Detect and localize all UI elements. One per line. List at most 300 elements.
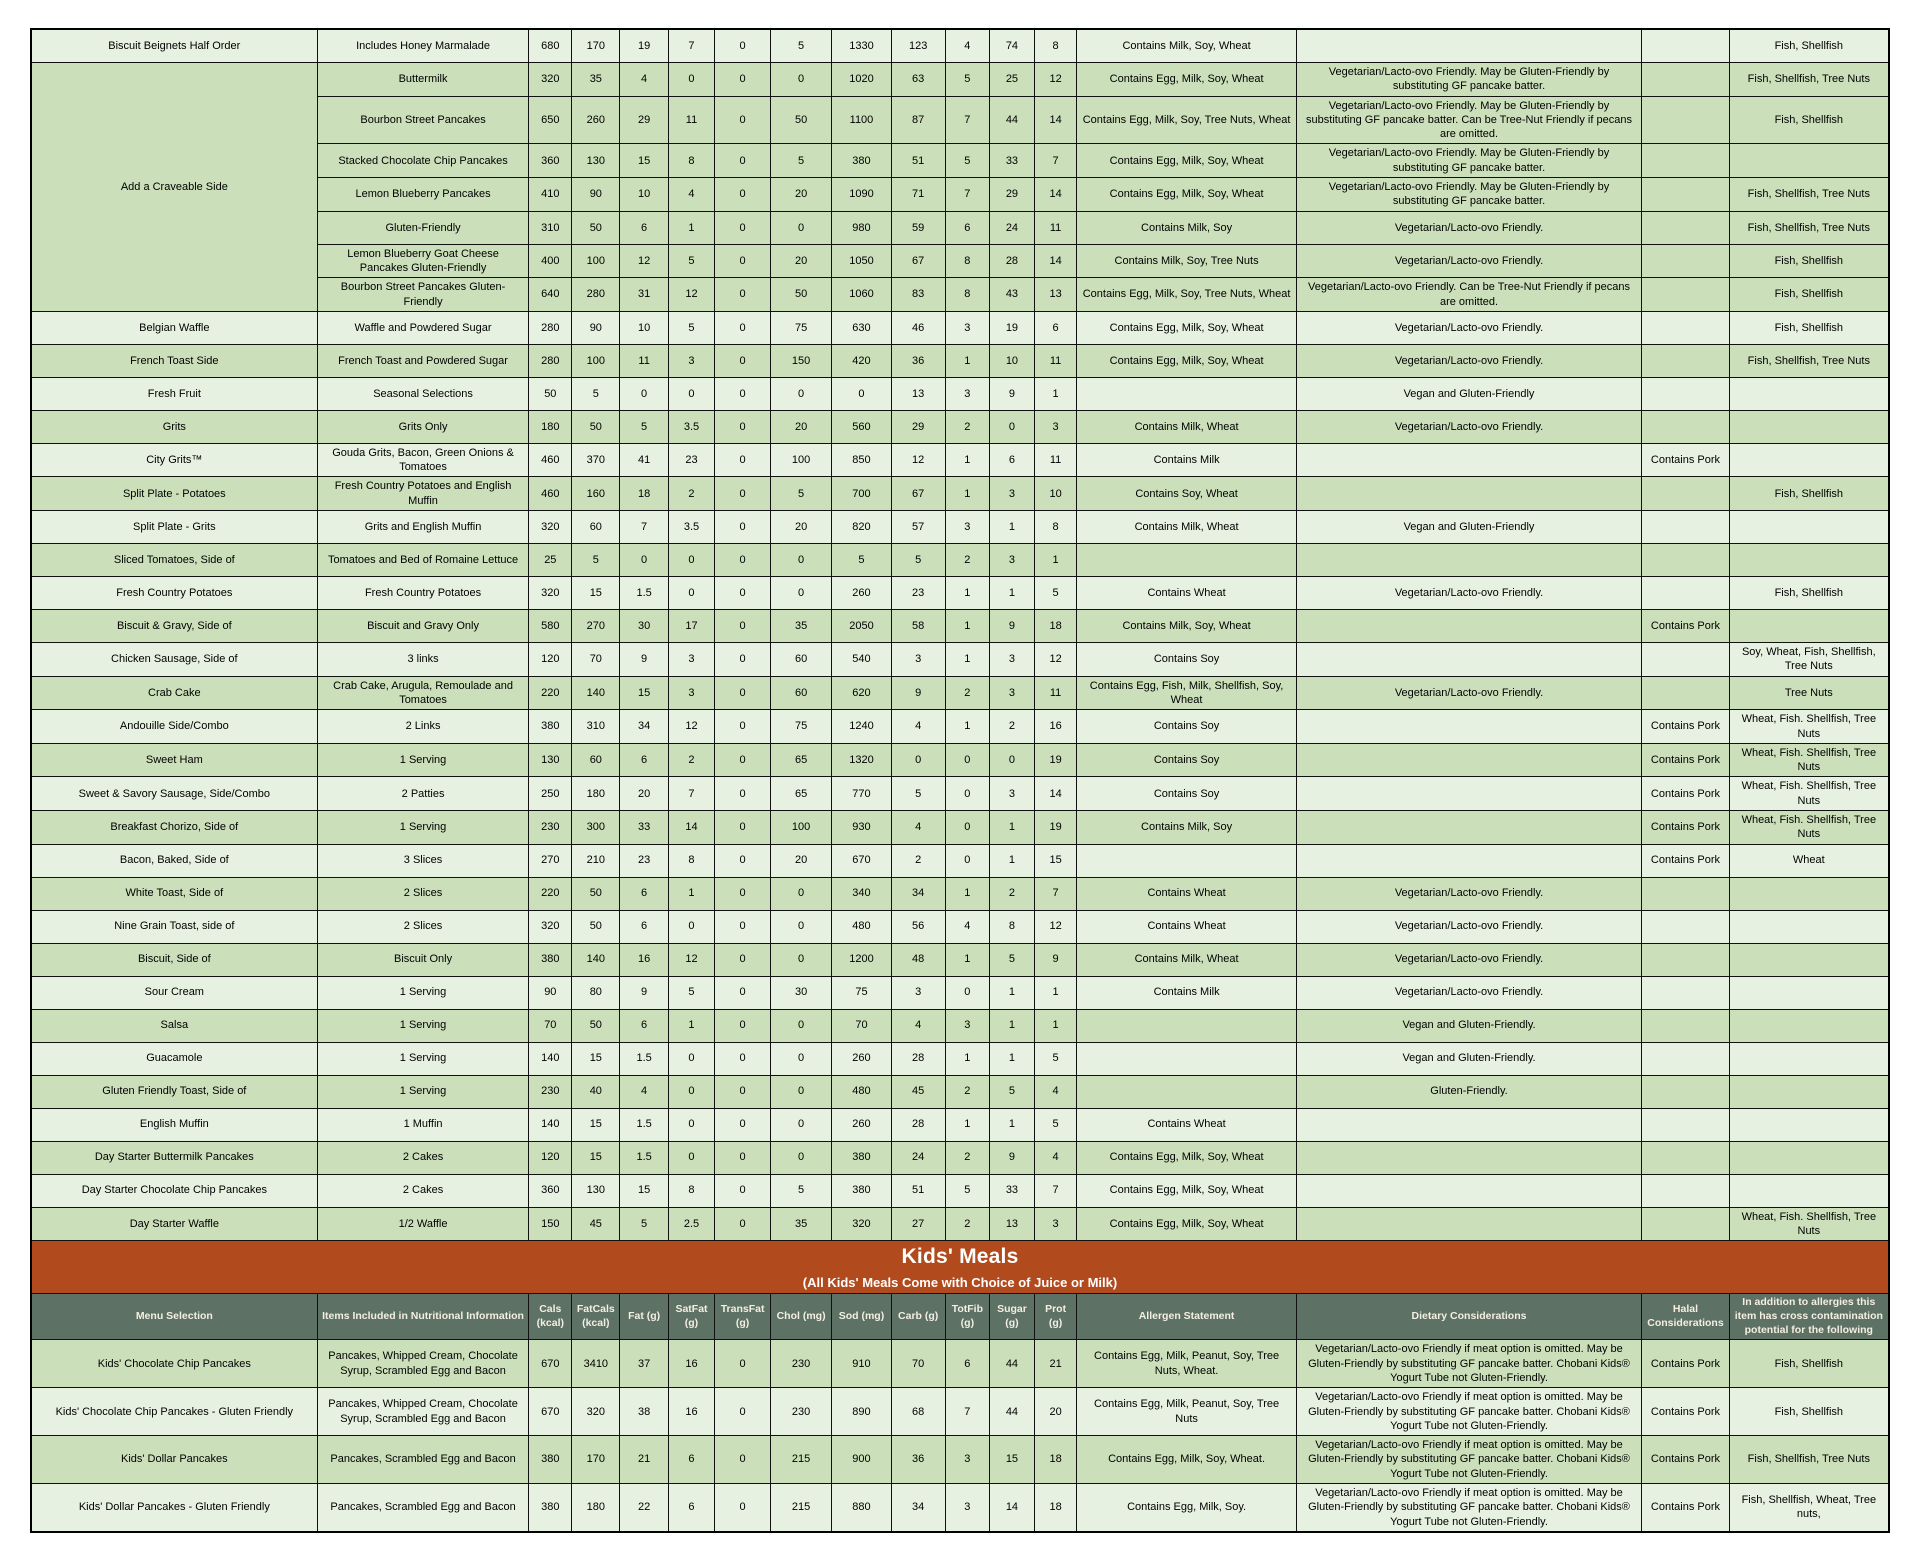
cell-fatcals: 320: [572, 1388, 620, 1436]
cell-carb: 12: [891, 443, 945, 477]
cell-totfib: 5: [945, 144, 990, 178]
cell-sod: 0: [832, 377, 891, 410]
cell-fatcals: 210: [572, 844, 620, 877]
cell-sugar: 3: [990, 777, 1035, 811]
kids-meals-banner: [31, 1241, 1889, 1294]
cell-sod: 910: [832, 1340, 891, 1388]
cell-transfat: 0: [715, 1483, 771, 1531]
cell-chol: 100: [770, 811, 831, 845]
cell-sod: 540: [832, 643, 891, 677]
cell-fatcals: 45: [572, 1207, 620, 1241]
cell-sod: 2050: [832, 610, 891, 643]
cell-prot: 3: [1034, 1207, 1077, 1241]
cell-prot: 14: [1034, 178, 1077, 212]
cell-prot: 18: [1034, 610, 1077, 643]
cell-transfat: 0: [715, 676, 771, 710]
cell-sugar: 1: [990, 511, 1035, 544]
cell-items: Biscuit Only: [317, 943, 529, 976]
cell-chol: 30: [770, 976, 831, 1009]
kids-table-row: [31, 1436, 1889, 1484]
cell-prot: 5: [1034, 1108, 1077, 1141]
cell-fat: 0: [620, 544, 668, 577]
cell-sod: 1320: [832, 743, 891, 777]
cell-transfat: 0: [715, 877, 771, 910]
cell-transfat: 0: [715, 1108, 771, 1141]
cell-cals: 380: [529, 710, 572, 744]
cell-sugar: 33: [990, 1174, 1035, 1207]
cell-satfat: 8: [668, 144, 714, 178]
cell-sugar: 9: [990, 610, 1035, 643]
cell-carb: 71: [891, 178, 945, 212]
cell-items: Grits Only: [317, 410, 529, 443]
cell-chol: 0: [770, 211, 831, 244]
cell-fatcals: 180: [572, 1483, 620, 1531]
cell-cals: 310: [529, 211, 572, 244]
cell-cross: Fish, Shellfish: [1729, 278, 1889, 312]
cell-cals: 230: [529, 1075, 572, 1108]
column-header-12: Sugar (g): [990, 1294, 1035, 1340]
cell-fatcals: 5: [572, 377, 620, 410]
cell-fat: 33: [620, 811, 668, 845]
cell-allergen: Contains Milk, Wheat: [1077, 511, 1296, 544]
cell-cross: Tree Nuts: [1729, 676, 1889, 710]
cell-transfat: 0: [715, 344, 771, 377]
cell-dietary: [1296, 1141, 1642, 1174]
table-row: [31, 1042, 1889, 1075]
cell-menu: Biscuit & Gravy, Side of: [31, 610, 317, 643]
cell-halal: [1642, 477, 1729, 511]
cell-chol: 65: [770, 777, 831, 811]
cell-dietary: [1296, 1108, 1642, 1141]
cell-transfat: 0: [715, 811, 771, 845]
cell-satfat: 0: [668, 63, 714, 97]
cell-transfat: 0: [715, 777, 771, 811]
cell-totfib: 5: [945, 1174, 990, 1207]
cell-fat: 41: [620, 443, 668, 477]
cell-satfat: 1: [668, 211, 714, 244]
table-body: [31, 29, 1889, 1532]
cell-chol: 60: [770, 676, 831, 710]
cell-items: Fresh Country Potatoes: [317, 577, 529, 610]
cell-halal: Contains Pork: [1642, 1436, 1729, 1484]
cell-allergen: Contains Wheat: [1077, 910, 1296, 943]
cell-items: Bourbon Street Pancakes Gluten-Friendly: [317, 278, 529, 312]
cell-menu: Fresh Country Potatoes: [31, 577, 317, 610]
cell-sod: 340: [832, 877, 891, 910]
cell-dietary: Vegetarian/Lacto-ovo Friendly. May be Gluten-Friendly by substituting GF pancake batter. Can be Tree-Nut Friendly if pecans are omitted.: [1296, 96, 1642, 144]
cell-totfib: 2: [945, 1141, 990, 1174]
table-row: [31, 710, 1889, 744]
cell-chol: 0: [770, 877, 831, 910]
cell-sod: 620: [832, 676, 891, 710]
cell-dietary: Vegetarian/Lacto-ovo Friendly.: [1296, 976, 1642, 1009]
cell-prot: 7: [1034, 144, 1077, 178]
cell-prot: 19: [1034, 743, 1077, 777]
cell-cals: 270: [529, 844, 572, 877]
cell-allergen: Contains Egg, Milk, Soy.: [1077, 1483, 1296, 1531]
cell-sugar: 19: [990, 311, 1035, 344]
cell-chol: 20: [770, 511, 831, 544]
cell-halal: [1642, 410, 1729, 443]
cell-halal: [1642, 676, 1729, 710]
cell-fatcals: 280: [572, 278, 620, 312]
cell-prot: 19: [1034, 811, 1077, 845]
cell-menu: Andouille Side/Combo: [31, 710, 317, 744]
cell-fatcals: 50: [572, 211, 620, 244]
cell-dietary: Vegetarian/Lacto-ovo Friendly.: [1296, 211, 1642, 244]
cell-carb: 51: [891, 1174, 945, 1207]
cell-allergen: Contains Milk, Wheat: [1077, 410, 1296, 443]
cell-allergen: Contains Egg, Milk, Peanut, Soy, Tree Nuts, Wheat.: [1077, 1340, 1296, 1388]
cell-sugar: 0: [990, 743, 1035, 777]
cell-halal: Contains Pork: [1642, 1388, 1729, 1436]
cell-chol: 230: [770, 1388, 831, 1436]
cell-sugar: 6: [990, 443, 1035, 477]
cell-prot: 12: [1034, 63, 1077, 97]
cell-dietary: Vegan and Gluten-Friendly.: [1296, 1042, 1642, 1075]
cell-chol: 35: [770, 610, 831, 643]
cell-chol: 0: [770, 1075, 831, 1108]
cell-cals: 120: [529, 1141, 572, 1174]
cell-sugar: 9: [990, 377, 1035, 410]
cell-prot: 20: [1034, 1388, 1077, 1436]
table-row: [31, 976, 1889, 1009]
cell-sod: 700: [832, 477, 891, 511]
cell-fat: 15: [620, 144, 668, 178]
cell-cross: [1729, 610, 1889, 643]
cell-prot: 15: [1034, 844, 1077, 877]
table-row: [31, 410, 1889, 443]
cell-transfat: 0: [715, 63, 771, 97]
cell-transfat: 0: [715, 278, 771, 312]
cell-sod: 1060: [832, 278, 891, 312]
cell-sod: 380: [832, 1141, 891, 1174]
cell-fat: 34: [620, 710, 668, 744]
cell-allergen: Contains Wheat: [1077, 877, 1296, 910]
kids-table-row: [31, 1483, 1889, 1531]
cell-halal: [1642, 278, 1729, 312]
cell-carb: 51: [891, 144, 945, 178]
cell-menu: Biscuit Beignets Half Order: [31, 29, 317, 63]
cell-dietary: [1296, 443, 1642, 477]
cell-satfat: 5: [668, 976, 714, 1009]
cell-sugar: 3: [990, 544, 1035, 577]
cell-dietary: Vegetarian/Lacto-ovo Friendly. May be Gluten-Friendly by substituting GF pancake batter.: [1296, 63, 1642, 97]
cell-satfat: 2: [668, 743, 714, 777]
cell-sugar: 25: [990, 63, 1035, 97]
cell-fatcals: 50: [572, 877, 620, 910]
cell-fat: 12: [620, 244, 668, 278]
cell-totfib: 6: [945, 1340, 990, 1388]
cell-satfat: 0: [668, 1141, 714, 1174]
cell-carb: 5: [891, 777, 945, 811]
cell-sugar: 2: [990, 710, 1035, 744]
cell-halal: Contains Pork: [1642, 710, 1729, 744]
cell-transfat: 0: [715, 29, 771, 63]
cell-fat: 19: [620, 29, 668, 63]
cell-cross: [1729, 976, 1889, 1009]
cell-cals: 380: [529, 1483, 572, 1531]
column-header-11: TotFib (g): [945, 1294, 990, 1340]
cell-chol: 100: [770, 443, 831, 477]
cell-chol: 0: [770, 1042, 831, 1075]
cell-items: 1 Serving: [317, 811, 529, 845]
cell-chol: 150: [770, 344, 831, 377]
cell-items: Fresh Country Potatoes and English Muffin: [317, 477, 529, 511]
cell-sugar: 44: [990, 96, 1035, 144]
cell-sod: 480: [832, 1075, 891, 1108]
cell-satfat: 1: [668, 877, 714, 910]
cell-items: 2 Slices: [317, 877, 529, 910]
cell-satfat: 16: [668, 1388, 714, 1436]
cell-sugar: 13: [990, 1207, 1035, 1241]
cell-fat: 4: [620, 63, 668, 97]
cell-fat: 16: [620, 943, 668, 976]
cell-totfib: 0: [945, 743, 990, 777]
cell-fat: 31: [620, 278, 668, 312]
cell-satfat: 6: [668, 1436, 714, 1484]
cell-items: 2 Slices: [317, 910, 529, 943]
table-row: [31, 910, 1889, 943]
table-row: [31, 676, 1889, 710]
cell-dietary: [1296, 29, 1642, 63]
cell-fat: 18: [620, 477, 668, 511]
cell-carb: 48: [891, 943, 945, 976]
cell-carb: 28: [891, 1042, 945, 1075]
cell-sod: 820: [832, 511, 891, 544]
cell-fatcals: 70: [572, 643, 620, 677]
cell-satfat: 14: [668, 811, 714, 845]
cell-items: 1/2 Waffle: [317, 1207, 529, 1241]
table-row: [31, 1075, 1889, 1108]
cell-totfib: 1: [945, 1042, 990, 1075]
cell-menu: Kids' Dollar Pancakes - Gluten Friendly: [31, 1483, 317, 1531]
cell-sugar: 1: [990, 844, 1035, 877]
cell-prot: 11: [1034, 344, 1077, 377]
cell-dietary: [1296, 811, 1642, 845]
cell-fat: 6: [620, 743, 668, 777]
cell-menu: Kids' Chocolate Chip Pancakes: [31, 1340, 317, 1388]
cell-fatcals: 40: [572, 1075, 620, 1108]
cell-prot: 10: [1034, 477, 1077, 511]
cell-halal: [1642, 1174, 1729, 1207]
cell-fatcals: 90: [572, 311, 620, 344]
cell-cross: Fish, Shellfish: [1729, 96, 1889, 144]
cell-cals: 140: [529, 1042, 572, 1075]
cell-prot: 18: [1034, 1436, 1077, 1484]
cell-allergen: Contains Milk: [1077, 443, 1296, 477]
cell-fat: 15: [620, 676, 668, 710]
cell-fat: 5: [620, 1207, 668, 1241]
cell-fatcals: 140: [572, 943, 620, 976]
cell-chol: 20: [770, 410, 831, 443]
cell-transfat: 0: [715, 1207, 771, 1241]
kids-table-row: [31, 1340, 1889, 1388]
cell-chol: 20: [770, 178, 831, 212]
cell-cals: 70: [529, 1009, 572, 1042]
cell-allergen: [1077, 844, 1296, 877]
column-header-8: Chol (mg): [770, 1294, 831, 1340]
cell-sod: 5: [832, 544, 891, 577]
cell-cross: Fish, Shellfish, Tree Nuts: [1729, 178, 1889, 212]
cell-prot: 8: [1034, 511, 1077, 544]
table-row: [31, 777, 1889, 811]
cell-sugar: 10: [990, 344, 1035, 377]
cell-sod: 260: [832, 1108, 891, 1141]
cell-totfib: 1: [945, 477, 990, 511]
cell-transfat: 0: [715, 1042, 771, 1075]
cell-items: Includes Honey Marmalade: [317, 29, 529, 63]
cell-halal: [1642, 344, 1729, 377]
table-row: [31, 943, 1889, 976]
cell-totfib: 3: [945, 1436, 990, 1484]
table-row: [31, 511, 1889, 544]
cell-fat: 23: [620, 844, 668, 877]
cell-sugar: 0: [990, 410, 1035, 443]
cell-totfib: 2: [945, 410, 990, 443]
cell-fatcals: 170: [572, 29, 620, 63]
column-header-6: SatFat (g): [668, 1294, 714, 1340]
cell-totfib: 1: [945, 710, 990, 744]
cell-carb: 83: [891, 278, 945, 312]
cell-cross: Fish, Shellfish: [1729, 244, 1889, 278]
cell-transfat: 0: [715, 910, 771, 943]
cell-satfat: 0: [668, 377, 714, 410]
cell-cross: [1729, 1174, 1889, 1207]
cell-sod: 70: [832, 1009, 891, 1042]
cell-cals: 400: [529, 244, 572, 278]
cell-fat: 6: [620, 877, 668, 910]
column-header-17: In addition to allergies this item has cross contamination potential for the following: [1729, 1294, 1889, 1340]
cell-cals: 670: [529, 1388, 572, 1436]
kids-table-row: [31, 1388, 1889, 1436]
cell-totfib: 7: [945, 178, 990, 212]
cell-halal: [1642, 144, 1729, 178]
cell-totfib: 1: [945, 877, 990, 910]
cell-cross: Fish, Shellfish: [1729, 311, 1889, 344]
column-header-4: FatCals (kcal): [572, 1294, 620, 1340]
cell-carb: 2: [891, 844, 945, 877]
cell-items: Gluten-Friendly: [317, 211, 529, 244]
cell-totfib: 2: [945, 1207, 990, 1241]
cell-items: 2 Patties: [317, 777, 529, 811]
cell-prot: 16: [1034, 710, 1077, 744]
cell-fat: 9: [620, 643, 668, 677]
cell-dietary: Vegetarian/Lacto-ovo Friendly.: [1296, 910, 1642, 943]
cell-cals: 650: [529, 96, 572, 144]
cell-dietary: Vegetarian/Lacto-ovo Friendly.: [1296, 577, 1642, 610]
cell-cross: Fish, Shellfish: [1729, 577, 1889, 610]
cell-cals: 220: [529, 877, 572, 910]
cell-items: Bourbon Street Pancakes: [317, 96, 529, 144]
cell-totfib: 3: [945, 311, 990, 344]
cell-halal: [1642, 643, 1729, 677]
cell-carb: 4: [891, 710, 945, 744]
cell-fat: 22: [620, 1483, 668, 1531]
cell-sod: 850: [832, 443, 891, 477]
cell-allergen: Contains Milk, Soy, Wheat: [1077, 29, 1296, 63]
cell-items: French Toast and Powdered Sugar: [317, 344, 529, 377]
cell-chol: 5: [770, 477, 831, 511]
table-row: [31, 344, 1889, 377]
cell-satfat: 8: [668, 844, 714, 877]
cell-fat: 1.5: [620, 577, 668, 610]
cell-cals: 320: [529, 511, 572, 544]
cell-sugar: 1: [990, 811, 1035, 845]
cell-chol: 0: [770, 1009, 831, 1042]
cell-menu-group: Add a Craveable Side: [31, 63, 317, 312]
cell-cals: 90: [529, 976, 572, 1009]
cell-chol: 35: [770, 1207, 831, 1241]
cell-dietary: Vegetarian/Lacto-ovo Friendly if meat option is omitted. May be Gluten-Friendly by substituting GF pancake batter. Chobani Kids® Yogurt Tube not Gluten-Friendly.: [1296, 1436, 1642, 1484]
cell-prot: 7: [1034, 1174, 1077, 1207]
cell-cals: 670: [529, 1340, 572, 1388]
cell-menu: Sour Cream: [31, 976, 317, 1009]
cell-cross: [1729, 1141, 1889, 1174]
cell-dietary: Vegan and Gluten-Friendly: [1296, 511, 1642, 544]
cell-sugar: 15: [990, 1436, 1035, 1484]
cell-satfat: 0: [668, 1042, 714, 1075]
cell-fat: 6: [620, 910, 668, 943]
cell-transfat: 0: [715, 610, 771, 643]
cell-fatcals: 130: [572, 1174, 620, 1207]
cell-cross: Fish, Shellfish, Tree Nuts: [1729, 1436, 1889, 1484]
cell-chol: 0: [770, 1108, 831, 1141]
cell-items: Pancakes, Whipped Cream, Chocolate Syrup, Scrambled Egg and Bacon: [317, 1388, 529, 1436]
cell-menu: Split Plate - Grits: [31, 511, 317, 544]
cell-menu: Nine Grain Toast, side of: [31, 910, 317, 943]
cell-fat: 0: [620, 377, 668, 410]
cell-fat: 7: [620, 511, 668, 544]
cell-fatcals: 90: [572, 178, 620, 212]
cell-sod: 930: [832, 811, 891, 845]
cell-halal: [1642, 377, 1729, 410]
cell-dietary: Vegetarian/Lacto-ovo Friendly. May be Gluten-Friendly by substituting GF pancake batter.: [1296, 144, 1642, 178]
cell-menu: Sweet & Savory Sausage, Side/Combo: [31, 777, 317, 811]
cell-fatcals: 100: [572, 344, 620, 377]
cell-carb: 36: [891, 344, 945, 377]
cell-items: Lemon Blueberry Pancakes: [317, 178, 529, 212]
cell-dietary: [1296, 610, 1642, 643]
cell-halal: Contains Pork: [1642, 1483, 1729, 1531]
cell-satfat: 5: [668, 244, 714, 278]
cell-menu: Day Starter Waffle: [31, 1207, 317, 1241]
cell-dietary: Vegetarian/Lacto-ovo Friendly. Can be Tree-Nut Friendly if pecans are omitted.: [1296, 278, 1642, 312]
column-header-1: Menu Selection: [31, 1294, 317, 1340]
cell-chol: 215: [770, 1483, 831, 1531]
cell-satfat: 5: [668, 311, 714, 344]
cell-halal: Contains Pork: [1642, 844, 1729, 877]
cell-chol: 60: [770, 643, 831, 677]
cell-transfat: 0: [715, 377, 771, 410]
cell-sod: 900: [832, 1436, 891, 1484]
cell-cross: [1729, 544, 1889, 577]
cell-prot: 4: [1034, 1141, 1077, 1174]
cell-carb: 27: [891, 1207, 945, 1241]
cell-prot: 18: [1034, 1483, 1077, 1531]
cell-fat: 6: [620, 211, 668, 244]
table-row: [31, 844, 1889, 877]
cell-carb: 34: [891, 877, 945, 910]
cell-satfat: 3: [668, 344, 714, 377]
cell-cals: 280: [529, 344, 572, 377]
table-row: [31, 443, 1889, 477]
cell-carb: 3: [891, 976, 945, 1009]
cell-sugar: 14: [990, 1483, 1035, 1531]
cell-cross: [1729, 144, 1889, 178]
cell-transfat: 0: [715, 477, 771, 511]
cell-allergen: Contains Milk, Soy, Wheat: [1077, 610, 1296, 643]
